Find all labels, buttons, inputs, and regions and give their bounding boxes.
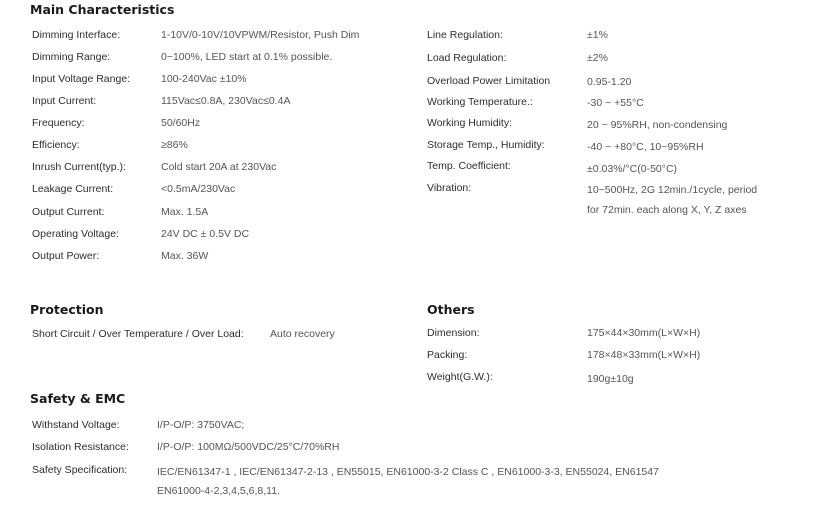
protection-value: Auto recovery xyxy=(270,328,335,340)
spec-label: Line Regulation: xyxy=(427,29,503,41)
spec-label: Frequency: xyxy=(32,117,85,129)
spec-value: 1-10V/0-10V/10VPWM/Resistor, Push Dim xyxy=(161,29,360,41)
spec-label: Overload Power Limitation xyxy=(427,75,551,87)
spec-label: Input Current: xyxy=(32,95,97,107)
safety-label: Withstand Voltage: xyxy=(32,419,120,431)
spec-value: Cold start 20A at 230Vac xyxy=(161,161,277,173)
spec-value: 115Vac≤0.8A, 230Vac≤0.4A xyxy=(161,95,291,107)
others-label: Weight(G.W.): xyxy=(427,371,493,383)
spec-value: 10~500Hz, 2G 12min./1cycle, period xyxy=(587,184,758,196)
spec-label: Load Regulation: xyxy=(427,52,507,64)
spec-value: 0.95-1.20 xyxy=(587,76,632,88)
spec-value: Max. 1.5A xyxy=(161,206,209,218)
main-characteristics-heading: Main Characteristics xyxy=(30,2,175,17)
spec-label: Vibration: xyxy=(427,182,472,194)
spec-label: Dimming Interface: xyxy=(32,29,121,41)
spec-label: Temp. Coefficient: xyxy=(427,160,511,172)
others-label: Dimension: xyxy=(427,327,480,339)
spec-label: Output Current: xyxy=(32,206,105,218)
spec-label: Efficiency: xyxy=(32,139,80,151)
safety-value-continued: EN61000-4-2,3,4,5,6,8,11. xyxy=(157,485,280,497)
spec-label: Dimming Range: xyxy=(32,51,111,63)
safety-value: I/P-O/P: 3750VAC; xyxy=(157,419,245,431)
safety-value: IEC/EN61347-1 , IEC/EN61347-2-13 , EN55015, EN61000-3-2 Class C , EN61000-3-3, EN55024, EN61547 xyxy=(157,466,659,478)
spec-value: Max. 36W xyxy=(161,250,209,262)
safety-emc-heading: Safety & EMC xyxy=(30,391,126,406)
others-value: 175×44×30mm(L×W×H) xyxy=(587,327,701,339)
spec-value-continued: for 72min. each along X, Y, Z axes xyxy=(587,204,747,216)
others-value: 190g±10g xyxy=(587,373,634,385)
spec-value: <0.5mA/230Vac xyxy=(161,183,236,195)
safety-label: Safety Specification: xyxy=(32,464,128,476)
spec-label: Storage Temp., Humidity: xyxy=(427,139,545,151)
spec-value: ≥86% xyxy=(161,139,188,151)
spec-value: 0~100%, LED start at 0.1% possible. xyxy=(161,51,333,63)
spec-label: Working Temperature.: xyxy=(427,96,533,108)
spec-label: Output Power: xyxy=(32,250,100,262)
safety-value: I/P-O/P: 100MΩ/500VDC/25°C/70%RH xyxy=(157,441,340,453)
others-heading: Others xyxy=(427,302,475,317)
spec-label: Input Voltage Range: xyxy=(32,73,131,85)
spec-label: Leakage Current: xyxy=(32,183,114,195)
spec-label: Inrush Current(typ.): xyxy=(32,161,126,173)
spec-value: 100-240Vac ±10% xyxy=(161,73,247,85)
others-label: Packing: xyxy=(427,349,468,361)
spec-value: ±2% xyxy=(587,52,608,64)
others-value: 178×48×33mm(L×W×H) xyxy=(587,349,701,361)
spec-value: ±1% xyxy=(587,29,608,41)
safety-label: Isolation Resistance: xyxy=(32,441,129,453)
protection-label: Short Circuit / Over Temperature / Over Load: xyxy=(32,328,244,340)
spec-label: Working Humidity: xyxy=(427,117,512,129)
protection-heading: Protection xyxy=(30,302,104,317)
spec-value: 20 ~ 95%RH, non-condensing xyxy=(587,119,728,131)
spec-value: 50/60Hz xyxy=(161,117,201,129)
spec-value: 24V DC ± 0.5V DC xyxy=(161,228,250,240)
spec-value: -30 ~ +55°C xyxy=(587,97,644,109)
spec-label: Operating Voltage: xyxy=(32,228,119,240)
spec-value: -40 ~ +80°C, 10~95%RH xyxy=(587,141,704,153)
spec-value: ±0.03%/°C(0-50°C) xyxy=(587,163,678,175)
